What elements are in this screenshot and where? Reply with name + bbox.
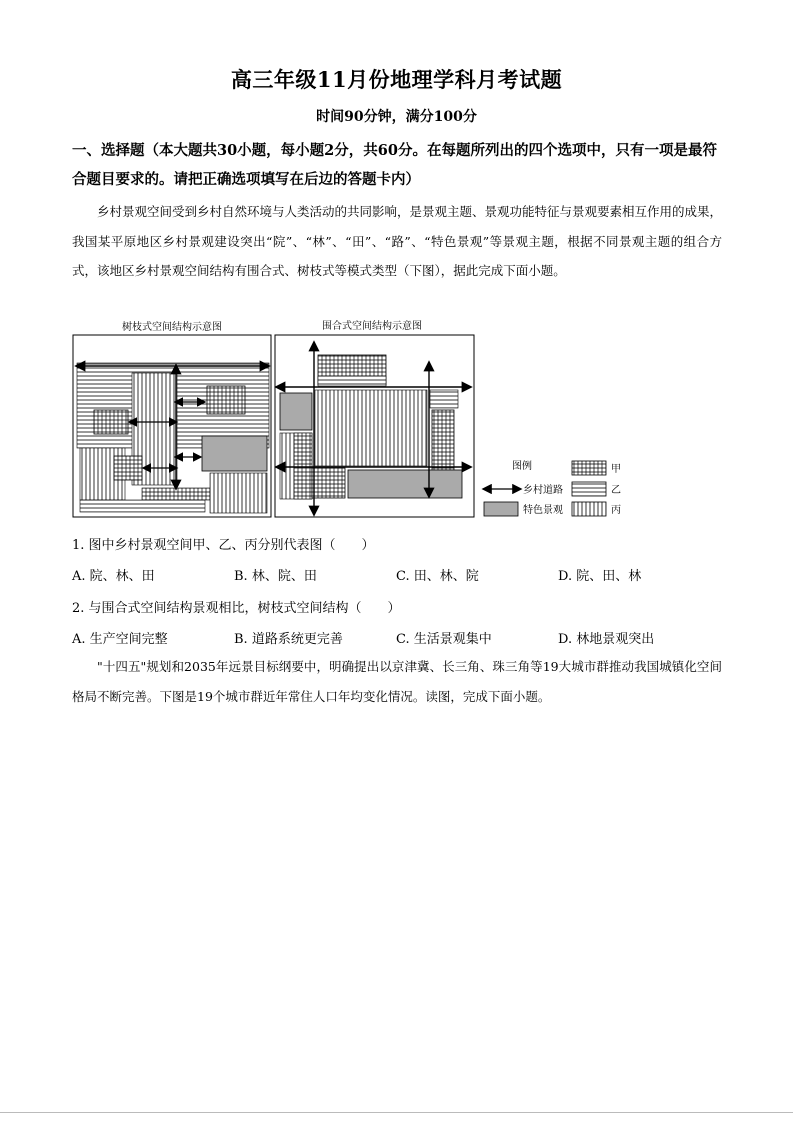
q2-option-b[interactable]: B. 道路系统更完善	[234, 632, 343, 647]
legend-road: 乡村道路	[523, 485, 563, 496]
legend-swatch-jia	[572, 461, 606, 475]
landscape-structure-figure	[72, 318, 632, 523]
exam-time-score: 时间90分钟，满分100分	[316, 109, 477, 125]
legend-title: 图例	[512, 461, 532, 472]
passage-urban-agglomeration: "十四五"规划和2035年远景目标纲要中，明确提出以京津冀、长三角、珠三角等19大城市群推动我国城镇化空间格局不断完善。下图是19个城市群近年常住人口年均变化情况。读图，完成下面小题。	[72, 659, 722, 704]
legend-bing: 丙	[611, 505, 621, 516]
q2-option-c[interactable]: C. 生活景观集中	[396, 632, 492, 647]
right-caption: 围合式空间结构示意图	[322, 321, 422, 332]
legend-feature: 特色景观	[523, 505, 563, 516]
passage-rural-landscape: 乡村景观空间受到乡村自然环境与人类活动的共同影响，是景观主题、景观功能特征与景观要素相互作用的成果，我国某平原地区乡村景观建设突出“院”、“林”、“田”、“路”、“特色景观”等景观主题，根据不同景观主题的组合方式，该地区乡村景观空间结构有围合式、树枝式等模式类型（下图），据此完成下面小题。	[72, 204, 723, 278]
legend-swatch-feature	[484, 502, 518, 516]
question-2-stem: 2. 与围合式空间结构景观相比，树枝式空间结构（ ）	[72, 601, 401, 616]
q2-option-a[interactable]: A. 生产空间完整	[72, 632, 168, 647]
page-title: 高三年级11月份地理学科月考试题	[230, 67, 563, 92]
q1-option-b[interactable]: B. 林、院、田	[234, 569, 317, 584]
q1-option-a[interactable]: A. 院、林、田	[72, 569, 155, 584]
left-caption: 树枝式空间结构示意图	[122, 322, 222, 333]
figure-legend	[484, 459, 621, 516]
legend-yi: 乙	[611, 485, 621, 496]
page-bottom-divider	[0, 1112, 793, 1113]
landscape-diagram	[72, 318, 632, 523]
enclosed-structure-panel	[275, 335, 474, 517]
q1-option-d[interactable]: D. 院、田、林	[558, 569, 642, 584]
q1-option-c[interactable]: C. 田、林、院	[396, 569, 479, 584]
tree-structure-panel	[73, 335, 271, 517]
legend-swatch-yi	[572, 482, 606, 496]
legend-swatch-bing	[572, 502, 606, 516]
section-heading: 一、选择题（本大题共30小题，每小题2分，共60分。在每题所列出的四个选项中，只有一项是最符合题目要求的。请把正确选项填写在后边的答题卡内）	[72, 142, 717, 188]
q2-option-d[interactable]: D. 林地景观突出	[558, 632, 655, 647]
question-1-stem: 1. 图中乡村景观空间甲、乙、丙分别代表图（ ）	[72, 538, 375, 553]
legend-jia: 甲	[611, 464, 621, 475]
